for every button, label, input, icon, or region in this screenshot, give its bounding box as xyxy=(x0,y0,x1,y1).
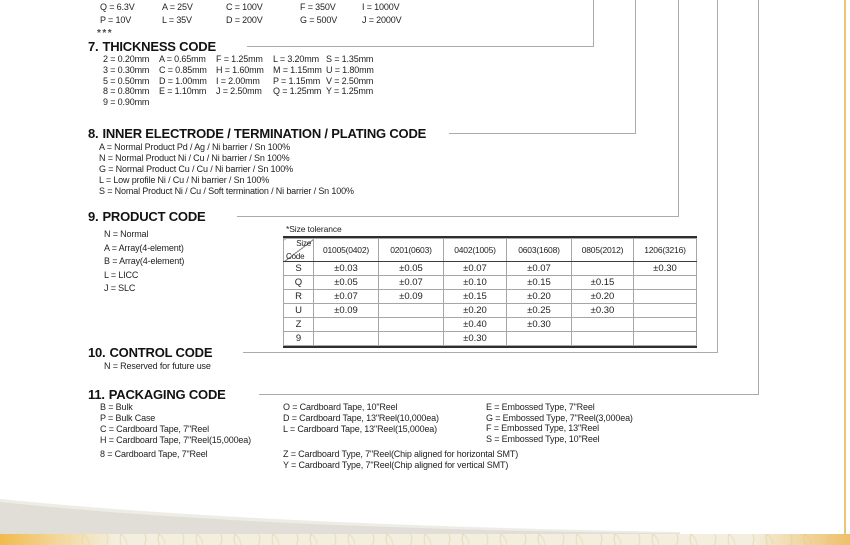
leader-line-vertical-7 xyxy=(593,0,594,47)
code-cell: Y = 1.25mm xyxy=(326,86,374,97)
code-cell: D = 1.00mm xyxy=(159,75,207,86)
tolerance-value-cell: ±0.20 xyxy=(572,290,634,304)
section-number: 11. xyxy=(88,387,105,402)
code-cell: H = 1.60mm xyxy=(216,64,264,75)
section-title-text: THICKNESS CODE xyxy=(102,39,216,54)
section-title-text: INNER ELECTRODE / TERMINATION / PLATING CODE xyxy=(102,126,427,141)
product-code-line: B = Array(4-element) xyxy=(104,256,185,267)
thickness-code-row xyxy=(103,54,374,65)
size-column-header: 0402(1005) xyxy=(444,239,507,262)
tolerance-value-cell: ±0.15 xyxy=(572,276,634,290)
table-corner-cell xyxy=(284,239,314,262)
thickness-code-row xyxy=(103,97,374,108)
tolerance-row xyxy=(284,290,697,304)
electrode-code-line: L = Low profile Ni / Cu / Ni barrier / Sn 100% xyxy=(99,175,270,185)
tolerance-row xyxy=(284,262,697,276)
tolerance-value-cell xyxy=(634,318,697,332)
tolerance-value-cell: ±0.30 xyxy=(572,304,634,318)
tolerance-value-cell: ±0.30 xyxy=(444,332,507,346)
size-tolerance-caption: *Size tolerance xyxy=(286,224,342,234)
thickness-code-rows xyxy=(103,54,374,108)
leader-line-horizontal-7 xyxy=(247,46,593,47)
tolerance-code-cell: Z xyxy=(284,318,314,332)
section-title-product-code xyxy=(88,209,206,224)
tolerance-value-cell: ±0.09 xyxy=(314,304,379,318)
leader-line-vertical-11 xyxy=(758,0,759,395)
tolerance-value-cell: ±0.05 xyxy=(379,262,444,276)
code-cell: I = 1000V xyxy=(362,2,400,12)
thickness-code-row xyxy=(103,76,374,87)
code-cell: V = 2.50mm xyxy=(326,75,374,86)
code-cell: P = 10V xyxy=(100,15,132,25)
code-cell: Q = 1.25mm xyxy=(273,86,322,97)
leader-line-horizontal-11 xyxy=(259,394,758,395)
product-code-line: L = LICC xyxy=(104,269,139,280)
tolerance-row xyxy=(284,276,697,290)
footer-gold-gradient-right xyxy=(730,534,850,545)
size-column-header: 01005(0402) xyxy=(314,239,379,262)
tolerance-value-cell: ±0.07 xyxy=(379,276,444,290)
size-column-header: 0201(0603) xyxy=(379,239,444,262)
tolerance-value-cell: ±0.15 xyxy=(444,290,507,304)
tolerance-value-cell: ±0.15 xyxy=(507,276,572,290)
code-cell: M = 1.15mm xyxy=(273,64,322,75)
tolerance-value-cell xyxy=(634,290,697,304)
packaging-code-line: E = Embossed Type, 7"Reel xyxy=(486,402,595,412)
packaging-code-line: Y = Cardboard Type, 7"Reel(Chip aligned for vertical SMT) xyxy=(283,460,509,470)
tolerance-value-cell: ±0.30 xyxy=(507,318,572,332)
tolerance-value-cell: ±0.30 xyxy=(634,262,697,276)
product-code-line: J = SLC xyxy=(104,283,136,294)
tolerance-code-cell: S xyxy=(284,262,314,276)
leader-line-horizontal-8 xyxy=(449,133,635,134)
packaging-code-line: L = Cardboard Tape, 13"Reel(15,000ea) xyxy=(283,424,438,434)
size-column-header: 0805(2012) xyxy=(572,239,634,262)
tolerance-value-cell xyxy=(634,304,697,318)
packaging-code-column-1 xyxy=(100,402,251,460)
tolerance-value-cell: ±0.20 xyxy=(507,290,572,304)
code-cell: 5 = 0.50mm xyxy=(103,75,150,86)
packaging-code-line: O = Cardboard Tape, 10"Reel xyxy=(283,402,398,412)
voltage-code-row xyxy=(100,14,401,27)
packaging-code-column-2b xyxy=(283,449,518,471)
code-cell: D = 200V xyxy=(226,15,263,25)
electrode-code-list xyxy=(99,142,354,197)
section-number: 7. xyxy=(88,39,99,54)
leader-line-vertical-9 xyxy=(678,0,679,217)
product-code-list xyxy=(104,228,184,296)
code-cell: E = 1.10mm xyxy=(159,86,207,97)
packaging-code-line: F = Embossed Type, 13"Reel xyxy=(486,423,599,434)
code-cell: F = 350V xyxy=(300,2,336,12)
tolerance-value-cell: ±0.07 xyxy=(507,262,572,276)
section-title-control-code xyxy=(88,345,212,360)
code-cell: U = 1.80mm xyxy=(326,64,374,75)
table-header-row xyxy=(284,239,697,262)
section-title-electrode-code xyxy=(88,126,426,141)
tolerance-row xyxy=(284,304,697,318)
section-number: 10. xyxy=(88,345,106,360)
tolerance-row xyxy=(284,318,697,332)
section-title-text: PRODUCT CODE xyxy=(102,209,206,224)
code-cell: 2 = 0.20mm xyxy=(103,54,150,64)
section-number: 8. xyxy=(88,126,99,141)
size-column-header: 0603(1608) xyxy=(507,239,572,262)
tolerance-code-cell: Q xyxy=(284,276,314,290)
code-cell: I = 2.00mm xyxy=(216,75,260,86)
tolerance-value-cell: ±0.07 xyxy=(444,262,507,276)
packaging-code-line: H = Cardboard Tape, 7"Reel(15,000ea) xyxy=(100,435,251,445)
code-cell: J = 2000V xyxy=(362,15,402,25)
leader-line-horizontal-9 xyxy=(237,216,678,217)
packaging-code-line: B = Bulk xyxy=(100,402,133,412)
tolerance-value-cell xyxy=(314,332,379,346)
tolerance-value-cell: ±0.20 xyxy=(444,304,507,318)
tolerance-value-cell: ±0.03 xyxy=(314,262,379,276)
product-code-line: A = Array(4-element) xyxy=(104,242,184,253)
size-tolerance-table xyxy=(283,238,697,346)
section-title-text: PACKAGING CODE xyxy=(108,387,226,402)
tolerance-value-cell: ±0.40 xyxy=(444,318,507,332)
packaging-code-line: 8 = Cardboard Tape, 7"Reel xyxy=(100,449,208,459)
footer-swoosh-shape xyxy=(0,498,680,534)
tolerance-row xyxy=(284,332,697,346)
packaging-code-line: C = Cardboard Tape, 7"Reel xyxy=(100,424,209,434)
section-title-packaging-code xyxy=(88,387,226,402)
section-title-text: CONTROL CODE xyxy=(109,345,213,360)
packaging-code-line: D = Cardboard Tape, 13"Reel(10,000ea) xyxy=(283,413,439,423)
corner-label-size: Size xyxy=(296,239,311,248)
product-code-line: N = Normal xyxy=(104,229,149,239)
code-cell: Q = 6.3V xyxy=(100,2,135,12)
tolerance-value-cell: ±0.09 xyxy=(379,290,444,304)
code-cell: A = 25V xyxy=(162,2,193,12)
packaging-code-column-3 xyxy=(486,402,633,445)
control-code-list xyxy=(104,361,211,372)
corner-label-code: Code xyxy=(286,252,305,261)
tolerance-value-cell xyxy=(507,332,572,346)
tolerance-value-cell xyxy=(314,318,379,332)
code-cell: 9 = 0.90mm xyxy=(103,97,150,108)
code-cell: J = 2.50mm xyxy=(216,86,262,97)
electrode-code-line: S = Nomal Product Ni / Cu / Soft termination / Ni barrier / Sn 100% xyxy=(99,186,354,196)
code-cell: C = 100V xyxy=(226,2,263,12)
tolerance-value-cell xyxy=(572,318,634,332)
packaging-code-line: G = Embossed Type, 7"Reel(3,000ea) xyxy=(486,412,633,423)
packaging-code-column-2 xyxy=(283,402,439,435)
electrode-code-line: G = Normal Product Cu / Cu / Ni barrier / Sn 100% xyxy=(99,164,293,174)
voltage-code-row xyxy=(100,1,401,14)
tolerance-code-cell: U xyxy=(284,304,314,318)
code-cell: G = 500V xyxy=(300,15,338,25)
tolerance-value-cell xyxy=(379,318,444,332)
footnote-marker: *** xyxy=(97,28,114,39)
code-cell: L = 35V xyxy=(162,15,192,25)
code-cell: A = 0.65mm xyxy=(159,54,206,64)
code-cell: P = 1.15mm xyxy=(273,75,321,86)
tolerance-value-cell xyxy=(572,332,634,346)
tolerance-value-cell: ±0.05 xyxy=(314,276,379,290)
tolerance-value-cell xyxy=(634,332,697,346)
code-cell: L = 3.20mm xyxy=(273,54,319,64)
code-cell: 8 = 0.80mm xyxy=(103,86,150,97)
tolerance-code-cell: R xyxy=(284,290,314,304)
section-title-thickness-code xyxy=(88,39,216,54)
footer-gold-gradient-left xyxy=(0,534,130,545)
page-right-border xyxy=(844,0,846,534)
tolerance-value-cell xyxy=(379,304,444,318)
tolerance-value-cell xyxy=(634,276,697,290)
code-cell: C = 0.85mm xyxy=(159,64,207,75)
packaging-code-line: P = Bulk Case xyxy=(100,413,156,423)
code-cell: S = 1.35mm xyxy=(326,54,374,64)
size-tolerance-table-wrap xyxy=(283,236,697,348)
tolerance-value-cell xyxy=(379,332,444,346)
packaging-code-line: S = Embossed Type, 10"Reel xyxy=(486,434,600,445)
control-code-line: N = Reserved for future use xyxy=(104,361,211,371)
tolerance-value-cell: ±0.07 xyxy=(314,290,379,304)
tolerance-code-cell: 9 xyxy=(284,332,314,346)
thickness-code-row xyxy=(103,65,374,76)
size-column-header: 1206(3216) xyxy=(634,239,697,262)
code-cell: F = 1.25mm xyxy=(216,54,263,64)
thickness-code-row xyxy=(103,86,374,97)
code-cell: 3 = 0.30mm xyxy=(103,64,150,75)
electrode-code-line: A = Normal Product Pd / Ag / Ni barrier / Sn 100% xyxy=(99,142,290,152)
leader-line-horizontal-10 xyxy=(243,352,717,353)
packaging-code-line: Z = Cardboard Type, 7"Reel(Chip aligned for horizontal SMT) xyxy=(283,449,519,459)
leader-line-vertical-8 xyxy=(635,0,636,134)
electrode-code-line: N = Normal Product Ni / Cu / Ni barrier / Sn 100% xyxy=(99,153,290,163)
tolerance-value-cell xyxy=(572,262,634,276)
leader-line-vertical-10 xyxy=(717,0,718,353)
section-number: 9. xyxy=(88,209,99,224)
tolerance-value-cell: ±0.25 xyxy=(507,304,572,318)
voltage-code-rows xyxy=(100,1,401,27)
tolerance-value-cell: ±0.10 xyxy=(444,276,507,290)
